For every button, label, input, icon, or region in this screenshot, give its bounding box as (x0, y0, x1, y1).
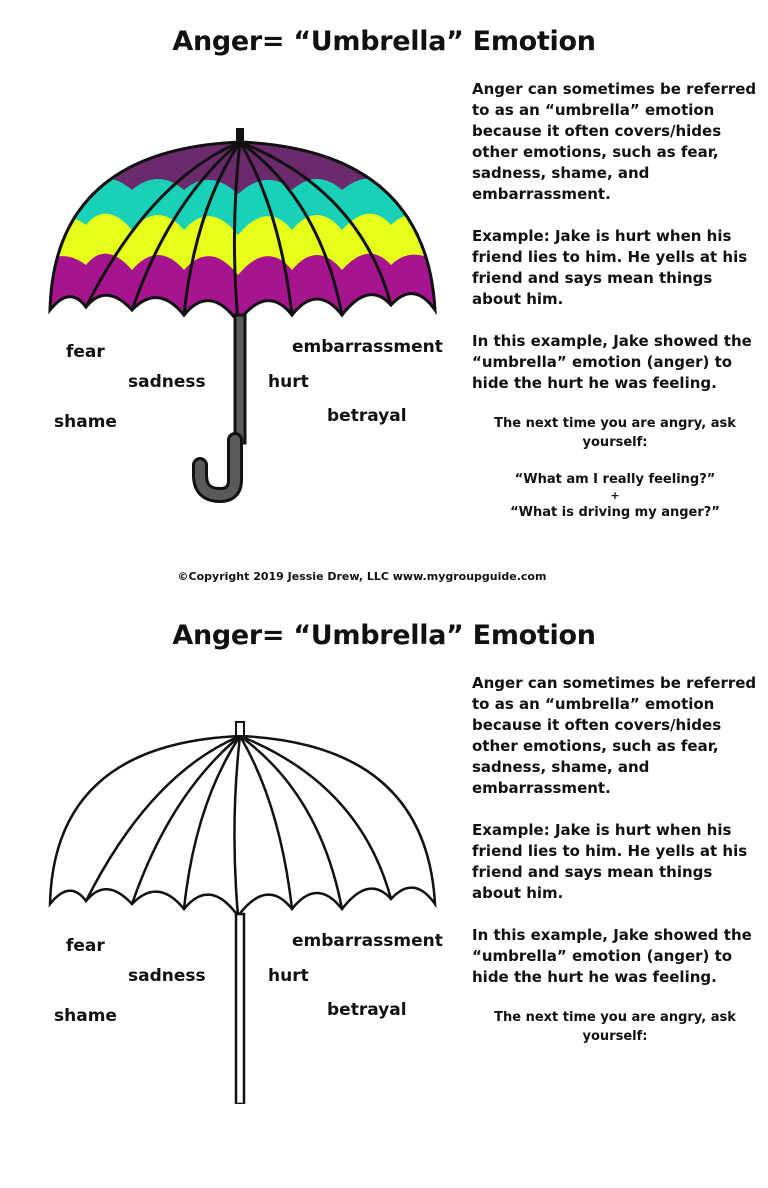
paragraph-example: Example: Jake is hurt when his friend lies to him. He yells at his friend and says mean things about him. (472, 821, 748, 902)
umbrella-outline-illustration (30, 714, 450, 1104)
reflection-prompt (470, 1008, 760, 1046)
emotion-shame: shame (54, 1006, 117, 1026)
question-driver: “What is driving my anger?” (510, 505, 720, 520)
umbrella-shaft (235, 315, 245, 443)
emotion-embarrassment: embarrassment (292, 337, 443, 357)
worksheet-outline (0, 594, 768, 1188)
paragraph-conclusion: In this example, Jake showed the “umbrella” emotion (anger) to hide the hurt he was feeling. (472, 332, 752, 392)
page-title: Anger= “Umbrella” Emotion (172, 26, 596, 57)
emotion-fear: fear (66, 936, 105, 956)
umbrella-tip (236, 722, 244, 736)
page-title: Anger= “Umbrella” Emotion (172, 620, 596, 651)
question-plus: + (610, 489, 620, 502)
paragraph-definition: Anger can sometimes be referred to as an “umbrella” emotion because it often covers/hides other emotions, such as fear, sadness, shame, and embarrassment. (472, 80, 757, 203)
copyright-notice: ©Copyright 2019 Jessie Drew, LLC www.mygroupguide.com (177, 570, 547, 583)
umbrella-shaft (236, 914, 244, 1104)
emotion-embarrassment: embarrassment (292, 931, 443, 951)
emotion-betrayal: betrayal (327, 406, 407, 426)
emotion-betrayal: betrayal (327, 1000, 407, 1020)
emotion-fear: fear (66, 342, 105, 362)
paragraph-example: Example: Jake is hurt when his friend lies to him. He yells at his friend and says mean things about him. (472, 227, 748, 308)
explanation-text (472, 79, 762, 415)
emotion-shame: shame (54, 412, 117, 432)
umbrella-colored-illustration (30, 120, 450, 510)
paragraph-definition: Anger can sometimes be referred to as an “umbrella” emotion because it often covers/hides other emotions, such as fear, sadness, shame, and embarrassment. (472, 674, 757, 797)
emotion-hurt: hurt (268, 966, 309, 986)
paragraph-conclusion: In this example, Jake showed the “umbrella” emotion (anger) to hide the hurt he was feeling. (472, 926, 752, 986)
prompt-text: The next time you are angry, ask yourself: (494, 416, 736, 450)
reflection-prompt (470, 414, 760, 522)
prompt-text: The next time you are angry, ask yourself: (494, 1010, 736, 1044)
question-feeling: “What am I really feeling?” (514, 472, 716, 487)
umbrella-tip (236, 128, 244, 144)
explanation-text (472, 673, 762, 1009)
emotion-sadness: sadness (128, 966, 206, 986)
emotion-sadness: sadness (128, 372, 206, 392)
emotion-hurt: hurt (268, 372, 309, 392)
